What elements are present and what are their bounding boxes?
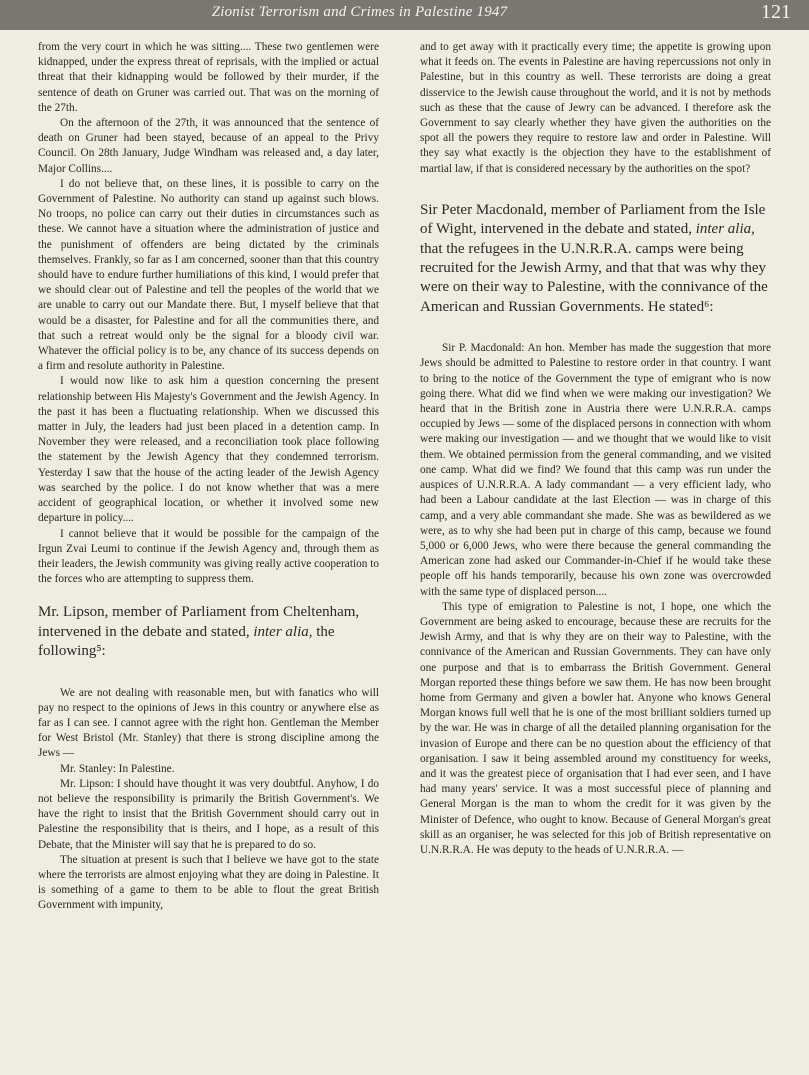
quote-paragraph: The situation at present is such that I believe we have got to the state where the terrorists are almost enjoying what they are doing in Palestine. It is something of a game to them to be able to flout the great British Government with impunity,	[38, 853, 379, 912]
running-head-title: Zionist Terrorism and Crimes in Palestine 1947	[211, 4, 508, 20]
quote-paragraph: We are not dealing with reasonable men, but with fanatics who will pay no respect to the opinions of Jews in this country or anywhere else as far as I can see. I cannot agree with the right hon. Gentleman the Member for West Bristol (Mr. Stanley) that there is strong discipline among the Jews —	[38, 686, 379, 760]
quote-block-1	[38, 40, 379, 587]
narrative-paragraph	[420, 201, 771, 317]
quote-block-2	[38, 686, 379, 914]
quote-block-3	[420, 40, 771, 177]
quote-paragraph: from the very court in which he was sitting.... These two gentlemen were kidnapped, under the express threat of reprisals, with the implied or actual threat that their kidnapping would be followed by their murder, if the sentence of death on Gruner was carried out. That was on the morning of the 27th.	[38, 41, 379, 114]
quote-paragraph: I do not believe that, on these lines, it is possible to carry on the Government of Palestine. No authority can stand up against such blows. No troops, no police can carry out their duties in circumstances such as these. We cannot have a situation where the administration of justice and the punishment of offenders are being dictated by the criminals themselves. Frankly, so far as I am concerned, sooner than that this country should have to endure further humiliations of this kind, I would prefer that we should clear out of Palestine and tell the peoples of the world that we are unable to carry out our Mandate there. But, I myself believe that that would be a disaster, for Palestine and for all the communities there, and that such a retreat would only be the signal for a bloody civil war. Whatever the official policy is to be, any chance of its success depends on a firm and resolute authority in Palestine.	[38, 177, 379, 373]
quote-paragraph: Sir P. Macdonald: An hon. Member has made the suggestion that more Jews should be admitted to Palestine to restore order in that country. I want to bring to the notice of the Government the type of emigrant who is now going there. What did we find when we were making our investigation? We heard that in the British zone in Austria there were U.N.R.R.A. camps occupied by Jews — some of the displaced persons in connection with whom were making our investigation — and we thought that we would like to visit them. We obtained permission from the general commanding, and we visited one camp. What did we find? We found that this camp was run under the auspices of U.N.R.R.A. A lady commandant — a very efficient lady, who had been a Labour candidate at the last Election — was in charge of this camp, and a very able commandant she made. She was as bewildered as we were, as to why she had been put in charge of this camp, because we found 5,000 or 6,000 Jews, who were there because the general commanding the American zone had asked our Commander-in-Chief if he would take these people off his hands temporarily, because his own zone was overcrowded with the same type of displaced person....	[420, 342, 771, 598]
quote-paragraph: On the afternoon of the 27th, it was announced that the sentence of death on Gruner had been stayed, because of an appeal to the Privy Council. On 28th January, Judge Windham was released and, a day later, Major Collins....	[38, 117, 379, 175]
left-column	[38, 40, 379, 914]
quote-paragraph: Mr. Stanley: In Palestine.	[60, 762, 175, 775]
quote-block-4	[420, 341, 771, 858]
narrative-text: Mr. Lipson, member of Parliament from Cheltenham, intervened in the debate and stated,	[38, 604, 360, 640]
narrative-text: , the following⁵:	[38, 623, 335, 660]
quote-paragraph: This type of emigration to Palestine is not, I hope, one which the Government are being asked to encourage, because these are recruits for the Jewish Army, and that is why they are on their way to Palestine, with the connivance of the American and Russian Governments. They can have only one purpose and that is to embarrass the British Government. General Morgan reported these things before we saw them. He has now been brought home from Germany and given a bowler hat. Anyone who knows General Morgan knows full well that he is one of the most brilliant soldiers turned up by the war. He was in charge of all the detailed planning organisation for the invasion of Europe and there can be no question about the efficiency of that organisation. I saw it being assembled around my constituency for weeks, and it was the greatest piece of organisation that I had ever seen, and I have had many years' service. It was a most successful piece of planning and General Morgan is the man to whom the credit for it was given by the Minister of Defence, who ought to know. Because of General Morgan's great skill as an organiser, he was selected for this job of British representative on U.N.R.R.A. He was deputy to the heads of U.N.R.R.A. —	[420, 600, 771, 856]
page-number: 121	[761, 1, 791, 23]
running-header	[0, 0, 809, 30]
right-column	[420, 40, 771, 858]
narrative-text: , that the refugees in the U.N.R.R.A. camps were being recruited for the Jewish Army, and that that was why they were on their way to Palestine, with the connivance of the American and Russian Governments. He stated⁶:	[420, 221, 768, 315]
narrative-text: Sir Peter Macdonald, member of Parliament from the Isle of Wight, intervened in the debate and stated,	[420, 201, 766, 238]
narrative-italic: inter alia	[695, 221, 752, 238]
quote-paragraph: I cannot believe that it would be possible for the campaign of the Irgun Zvai Leumi to continue if the Jewish Agency and, through them as their leaders, the Jewish community was giving really active cooperation to the forces who are attempting to suppress them.	[38, 527, 380, 586]
quote-paragraph: and to get away with it practically every time; the appetite is growing upon what it feeds on. The events in Palestine are having repercussions not only in Palestine, but in this country as well. These terrorists are doing a great disservice to the Jewish cause throughout the world, and it is not by methods such as these that the cause of Jewry can be advanced. I therefore ask the Government to say clearly whether they have given the authorities on the spot all the powers they require to restore law and order in Palestine. Will they say what exactly is the objection they have to the establishment of martial law, if that is considered necessary by the authorities on the spot?	[420, 41, 771, 175]
quote-paragraph: Mr. Lipson: I should have thought it was very doubtful. Anyhow, I do not believe the responsibility is primarily the British Government's. We have the right to insist that the British Government should carry out in Palestine the responsibility that is theirs, and I hope, as a result of this Debate, that the Minister will say that he is prepared to do so.	[38, 777, 379, 851]
narrative-paragraph	[38, 603, 379, 661]
narrative-italic: inter alia	[253, 623, 309, 640]
quote-paragraph: I would now like to ask him a question concerning the present relationship between His Majesty's Government and the Jewish Agency. In the past it has been a fluctuating relationship. When we discussed this matter in July, the leaders had just been placed in a detention camp. In November they were released, and a reconciliation took place following the statement by the Jewish Agency that they condemned terrorism. Yesterday I saw that the house of the acting leader of the Jewish Agency was searched by the police. I do not know whether that was a mere accident of geographical location, or whether it involved some new departure in policy....	[38, 375, 379, 525]
